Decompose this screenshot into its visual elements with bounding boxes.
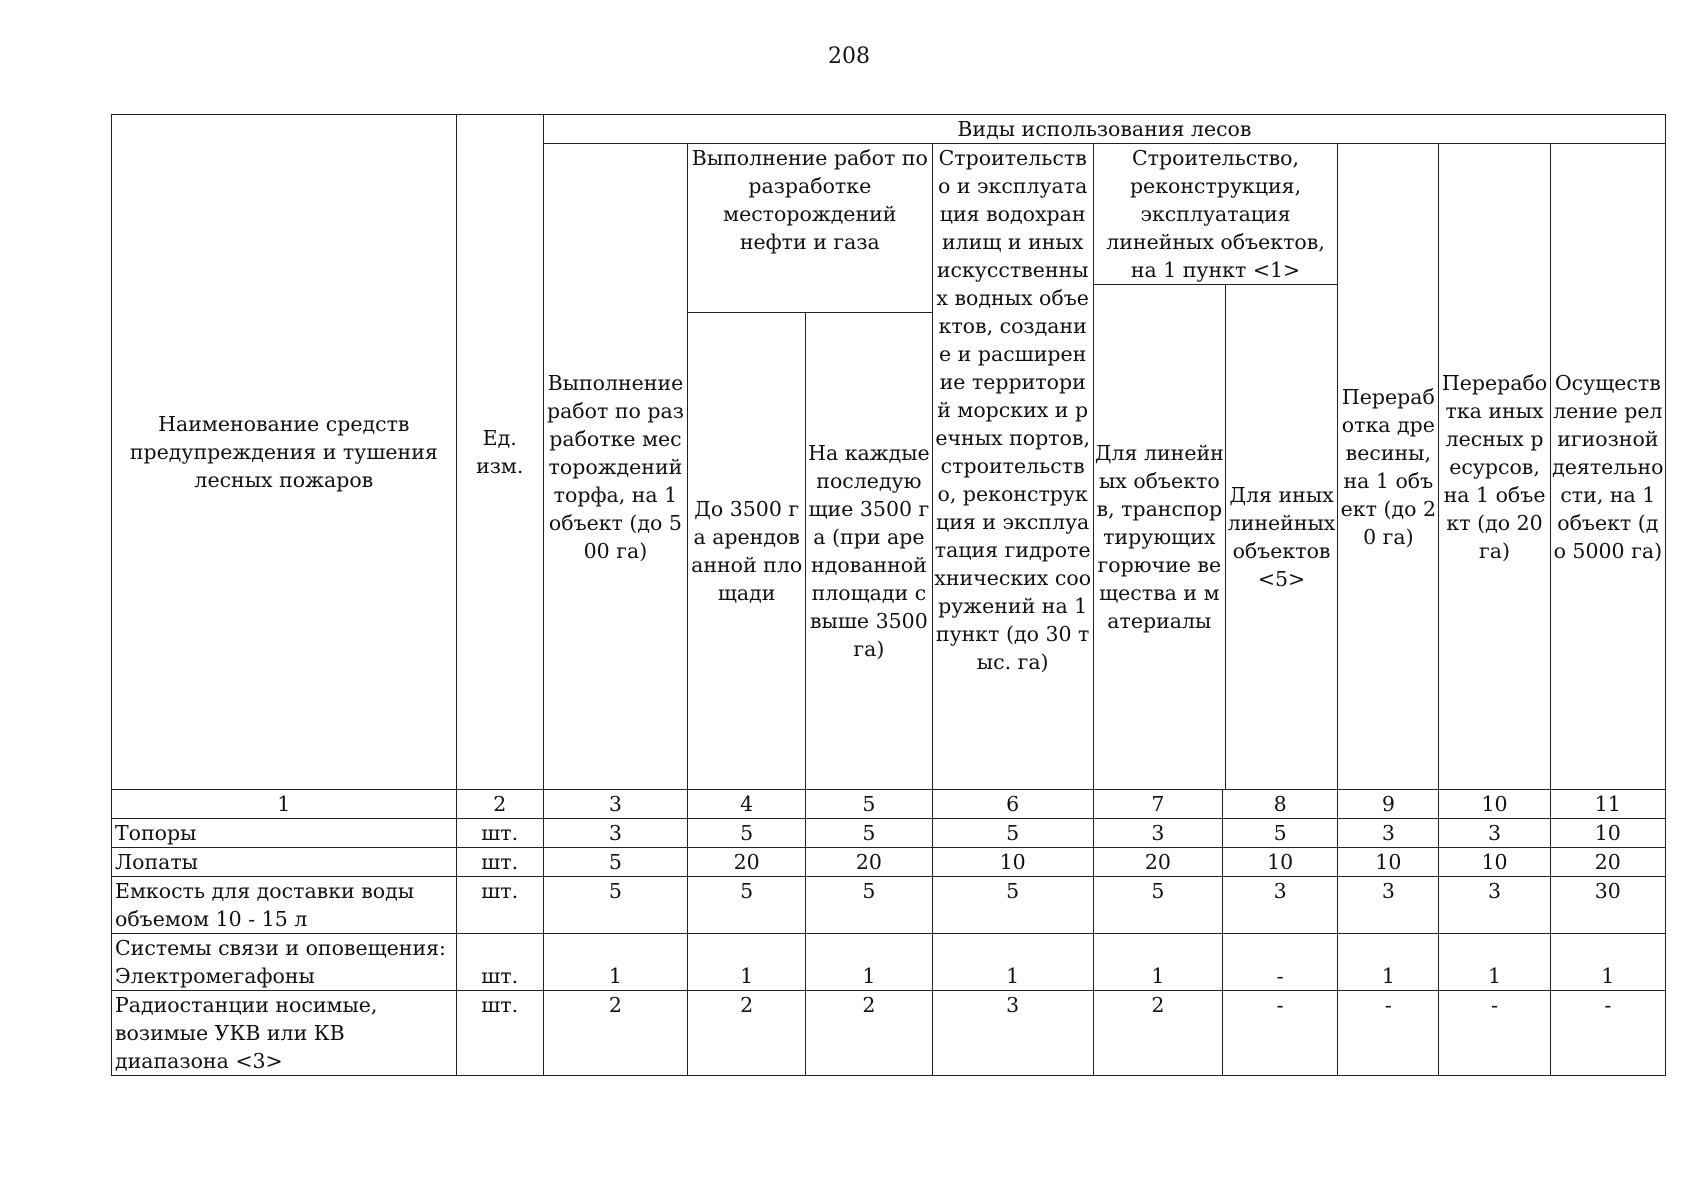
table-row — [112, 934, 1666, 991]
row-value: 10 — [1338, 848, 1439, 877]
row-value: 3 — [1093, 819, 1222, 848]
row-name-label: Электромегафоны — [115, 964, 315, 988]
column-number: 6 — [932, 790, 1093, 819]
row-unit: шт. — [456, 848, 543, 877]
row-name: Лопаты — [112, 848, 457, 877]
header-religious: Осуществление религиозной деятельности, на 1 объект (до 5000 га) — [1550, 144, 1665, 790]
header-reservoirs: Строительство и эксплуатация водохранилищ и иных искусственных водных объектов, создание и расширение территорий морских и речных портов, строительство, реконструкция и эксплуатация гидротехнических сооружений на 1 пункт (до 30 тыс. га) — [932, 144, 1093, 790]
row-value: 5 — [688, 819, 806, 848]
table-body — [112, 819, 1666, 1076]
row-value: 10 — [1439, 848, 1550, 877]
row-value: 3 — [1439, 877, 1550, 934]
row-name: Емкость для доставки воды объемом 10 - 15 л — [112, 877, 457, 934]
row-value: 5 — [1223, 819, 1338, 848]
row-value: 3 — [1439, 819, 1550, 848]
row-value: - — [1223, 991, 1338, 1076]
header-linear-flammable-outer — [1093, 285, 1337, 790]
header-oil-gas-up-to: До 3500 га арендованной площади — [688, 313, 806, 790]
row-value: - — [1338, 991, 1439, 1076]
column-number: 5 — [806, 790, 932, 819]
row-value: 1 — [543, 934, 687, 991]
header-other-resources: Переработка иных лесных ресурсов, на 1 объект (до 20 га) — [1439, 144, 1550, 790]
column-number: 10 — [1439, 790, 1550, 819]
table-row — [112, 848, 1666, 877]
column-number: 1 — [112, 790, 457, 819]
row-value: 10 — [932, 848, 1093, 877]
row-value: 2 — [1093, 991, 1222, 1076]
column-number: 4 — [688, 790, 806, 819]
row-value: 3 — [1338, 877, 1439, 934]
row-name: Радиостанции носимые, возимые УКВ или КВ диапазона <3> — [112, 991, 457, 1076]
row-unit: шт. — [456, 877, 543, 934]
table-row — [112, 819, 1666, 848]
column-number-row — [112, 790, 1666, 819]
header-linear-other: Для иных линейных объектов <5> — [1227, 483, 1336, 591]
table-row — [112, 991, 1666, 1076]
page-number: 208 — [828, 44, 870, 69]
row-value: 3 — [1338, 819, 1439, 848]
row-value: - — [1439, 991, 1550, 1076]
row-value: 5 — [1093, 877, 1222, 934]
row-name — [112, 934, 457, 991]
row-unit: шт. — [456, 991, 543, 1076]
header-wood-processing: Переработка древесины, на 1 объект (до 20 га) — [1338, 144, 1439, 790]
row-value: 3 — [543, 819, 687, 848]
header-oil-gas: Выполнение работ по разработке месторождений нефти и газа — [688, 144, 932, 313]
row-value: 5 — [932, 877, 1093, 934]
row-value: 1 — [1550, 934, 1665, 991]
row-value: 5 — [806, 819, 932, 848]
row-value: 30 — [1550, 877, 1665, 934]
column-number: 7 — [1093, 790, 1222, 819]
row-value: 1 — [1093, 934, 1222, 991]
row-value: 1 — [806, 934, 932, 991]
header-forest-use-types: Виды использования лесов — [543, 115, 1665, 144]
header-unit: Ед. изм. — [456, 115, 543, 790]
row-unit: шт. — [456, 819, 543, 848]
fire-equipment-table — [111, 114, 1666, 1076]
row-value: 1 — [688, 934, 806, 991]
header-oil-gas-each-next: На каждые последующие 3500 га (при арендованной площади свыше 3500 га) — [806, 313, 932, 790]
row-value: 3 — [1223, 877, 1338, 934]
row-value: 5 — [543, 877, 687, 934]
column-number: 2 — [456, 790, 543, 819]
row-value: 2 — [543, 991, 687, 1076]
row-value: 3 — [932, 991, 1093, 1076]
row-value: 1 — [1439, 934, 1550, 991]
table-row — [112, 877, 1666, 934]
row-value: 2 — [688, 991, 806, 1076]
header-peat: Выполнение работ по разработке месторождений торфа, на 1 объект (до 500 га) — [543, 144, 687, 790]
column-number: 11 — [1550, 790, 1665, 819]
row-value: 1 — [932, 934, 1093, 991]
column-number: 8 — [1223, 790, 1338, 819]
row-value: 10 — [1550, 819, 1665, 848]
header-linear-flammable: Для линейных объектов, транспортирующих горючие вещества и материалы — [1094, 285, 1226, 789]
row-value: - — [1223, 934, 1338, 991]
row-value: 20 — [1550, 848, 1665, 877]
row-group-label: Системы связи и оповещения: — [115, 936, 446, 960]
row-unit: шт. — [456, 934, 543, 991]
header-name: Наименование средств предупреждения и тушения лесных пожаров — [112, 115, 457, 790]
column-number: 3 — [543, 790, 687, 819]
header-linear: Строительство, реконструкция, эксплуатация линейных объектов, на 1 пункт <1> — [1093, 144, 1337, 285]
row-value: 5 — [543, 848, 687, 877]
row-value: - — [1550, 991, 1665, 1076]
row-value: 1 — [1338, 934, 1439, 991]
row-value: 20 — [806, 848, 932, 877]
row-value: 20 — [1093, 848, 1222, 877]
row-value: 5 — [932, 819, 1093, 848]
row-value: 5 — [806, 877, 932, 934]
row-value: 10 — [1223, 848, 1338, 877]
row-value: 5 — [688, 877, 806, 934]
column-number: 9 — [1338, 790, 1439, 819]
row-name: Топоры — [112, 819, 457, 848]
row-value: 2 — [806, 991, 932, 1076]
row-value: 20 — [688, 848, 806, 877]
table-header — [112, 115, 1666, 819]
